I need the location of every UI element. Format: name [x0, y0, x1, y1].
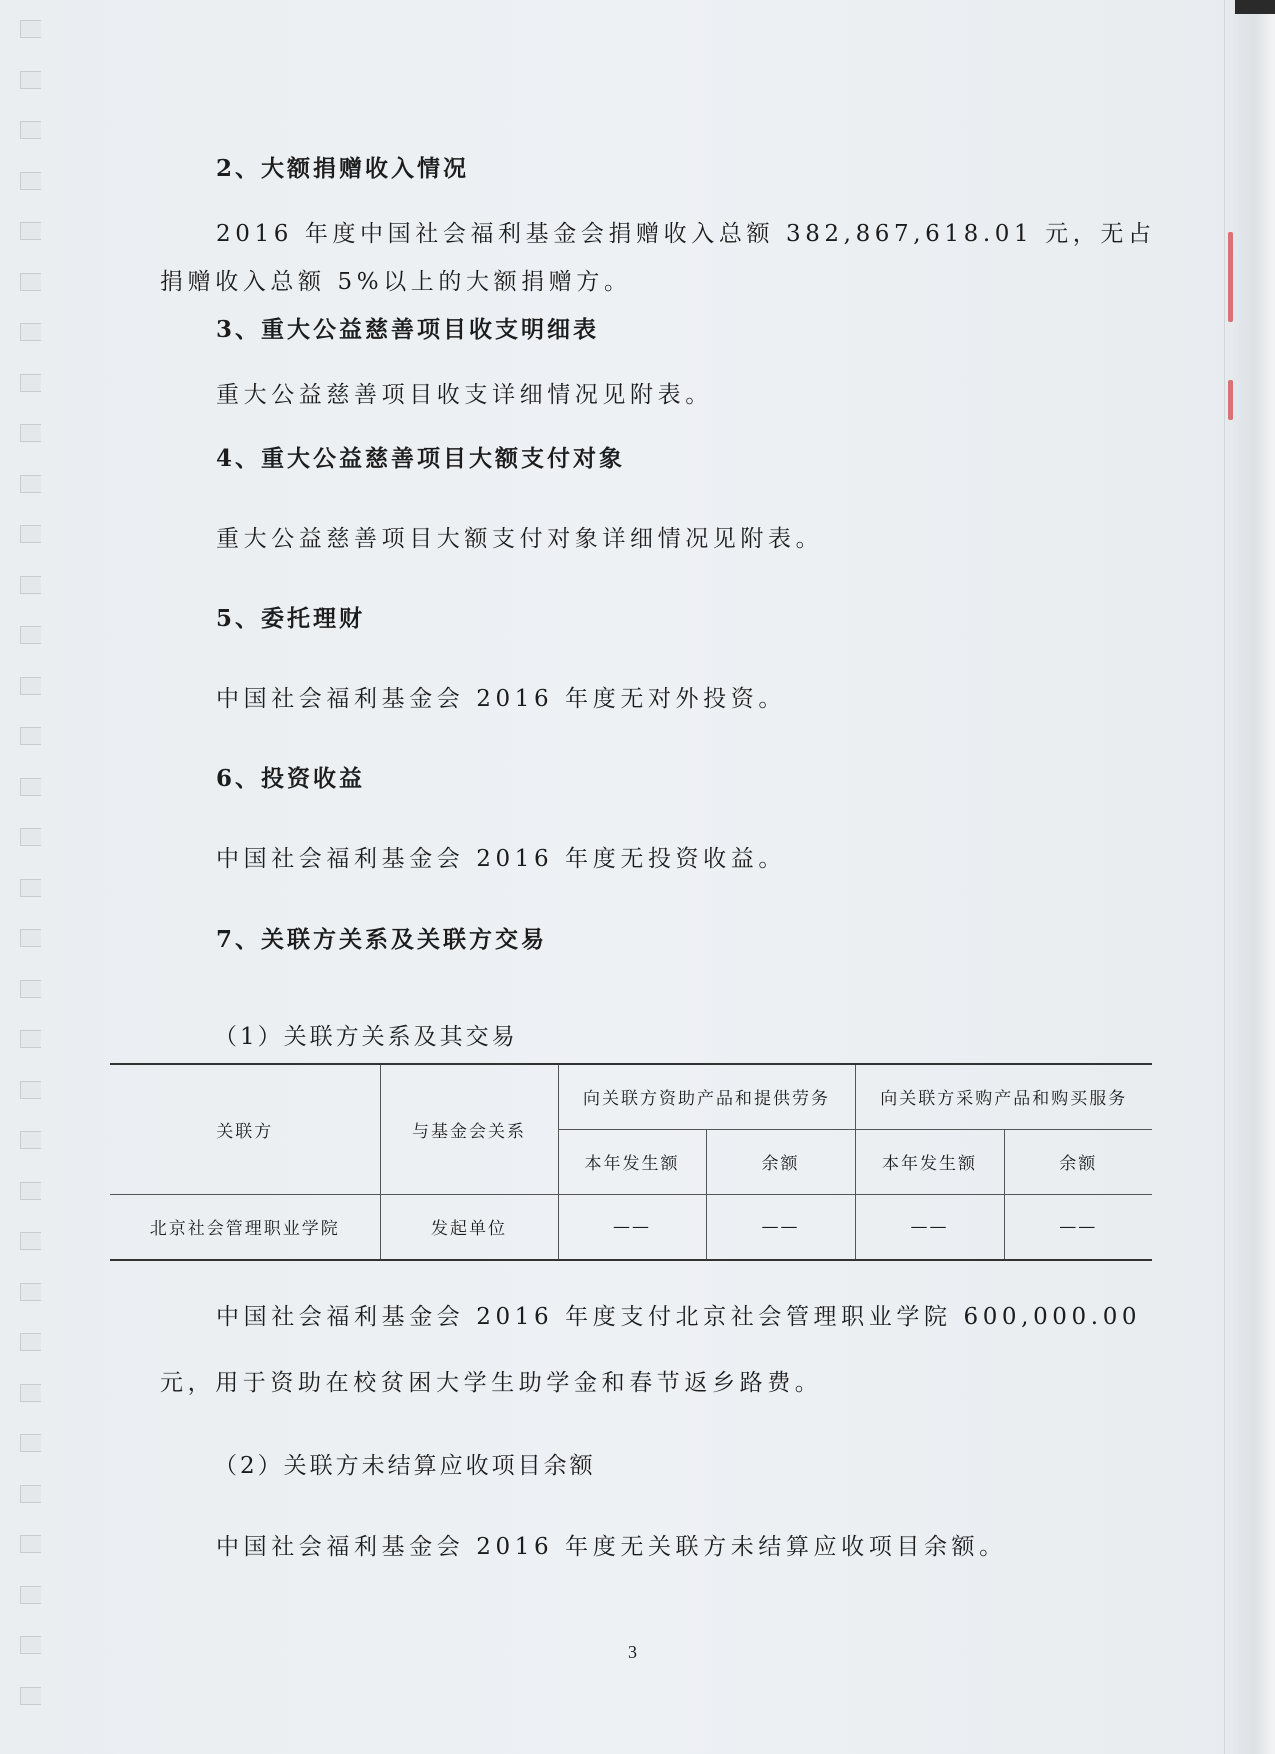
binding-hole [20, 727, 41, 745]
related-party-table [110, 1063, 1152, 1261]
binding-hole [20, 1434, 41, 1452]
binding-hole [20, 1283, 41, 1301]
heading-investment-income: 6、投资收益 [216, 765, 366, 792]
seal-fragment [1228, 232, 1233, 322]
binding-hole [20, 1030, 41, 1048]
binding-hole [20, 1182, 41, 1200]
binding-hole [20, 677, 41, 695]
binding-holes [20, 20, 44, 1700]
binding-hole [20, 121, 41, 139]
paragraph-entrusted-finance: 中国社会福利基金会 2016 年度无对外投资。 [216, 686, 786, 712]
cell-relationship: 发起单位 [380, 1194, 558, 1260]
binding-hole [20, 1687, 41, 1705]
heading-related-parties: 7、关联方关系及关联方交易 [216, 926, 548, 953]
binding-hole [20, 222, 41, 240]
binding-hole [20, 424, 41, 442]
binding-hole [20, 1384, 41, 1402]
paragraph-donations-line1: 2016 年度中国社会福利基金会捐赠收入总额 382,867,618.01 元，无占 [216, 221, 1156, 247]
binding-hole [20, 475, 41, 493]
binding-hole [20, 980, 41, 998]
table-row [110, 1194, 1152, 1260]
binding-hole [20, 20, 41, 38]
binding-hole [20, 1081, 41, 1099]
cell-g1-balance: —— [706, 1194, 855, 1260]
page-edge [1224, 0, 1275, 1754]
binding-hole [20, 626, 41, 644]
binding-hole [20, 1131, 41, 1149]
binding-hole [20, 1333, 41, 1351]
seal-fragment [1228, 380, 1233, 420]
scanner-edge-bar [1235, 0, 1275, 14]
header-related-party: 关联方 [110, 1064, 380, 1194]
binding-hole [20, 71, 41, 89]
binding-hole [20, 879, 41, 897]
binding-hole [20, 1485, 41, 1503]
binding-hole [20, 929, 41, 947]
binding-hole [20, 1636, 41, 1654]
header-purchases-from-party: 向关联方采购产品和购买服务 [855, 1064, 1152, 1129]
header-funding-to-party: 向关联方资助产品和提供劳务 [558, 1064, 855, 1129]
page-number: 3 [628, 1642, 637, 1662]
binding-hole [20, 1535, 41, 1553]
heading-major-project-statement: 3、重大公益慈善项目收支明细表 [216, 316, 600, 343]
paragraph-major-project-statement: 重大公益慈善项目收支详细情况见附表。 [216, 382, 713, 408]
header-current-year-amount: 本年发生额 [558, 1129, 706, 1194]
paragraph-payment-line1: 中国社会福利基金会 2016 年度支付北京社会管理职业学院 600,000.00 [216, 1304, 1142, 1330]
paragraph-unsettled-receivables: 中国社会福利基金会 2016 年度无关联方未结算应收项目余额。 [216, 1534, 1007, 1560]
cell-g2-current: —— [855, 1194, 1004, 1260]
header-current-year-amount: 本年发生额 [855, 1129, 1004, 1194]
binding-hole [20, 323, 41, 341]
heading-large-donations: 2、大额捐赠收入情况 [216, 155, 470, 182]
binding-hole [20, 525, 41, 543]
cell-party-name: 北京社会管理职业学院 [110, 1194, 380, 1260]
binding-hole [20, 576, 41, 594]
paragraph-payment-line2: 元，用于资助在校贫困大学生助学金和春节返乡路费。 [160, 1370, 823, 1396]
binding-hole [20, 828, 41, 846]
cell-g2-balance: —— [1004, 1194, 1152, 1260]
subheading-related-party-transactions: （1）关联方关系及其交易 [214, 1024, 518, 1050]
heading-entrusted-finance: 5、委托理财 [216, 605, 366, 632]
heading-large-payment-recipients: 4、重大公益慈善项目大额支付对象 [216, 445, 626, 472]
paragraph-large-payment-recipients: 重大公益慈善项目大额支付对象详细情况见附表。 [216, 526, 824, 552]
header-relationship: 与基金会关系 [380, 1064, 558, 1194]
binding-hole [20, 778, 41, 796]
binding-hole [20, 374, 41, 392]
header-balance: 余额 [706, 1129, 855, 1194]
cell-g1-current: —— [558, 1194, 706, 1260]
paragraph-donations-line2: 捐赠收入总额 5%以上的大额捐赠方。 [160, 269, 632, 295]
binding-hole [20, 172, 41, 190]
binding-hole [20, 1586, 41, 1604]
subheading-unsettled-receivables: （2）关联方未结算应收项目余额 [214, 1453, 596, 1479]
header-balance: 余额 [1004, 1129, 1152, 1194]
paragraph-investment-income: 中国社会福利基金会 2016 年度无投资收益。 [216, 846, 786, 872]
binding-hole [20, 1232, 41, 1250]
binding-hole [20, 273, 41, 291]
